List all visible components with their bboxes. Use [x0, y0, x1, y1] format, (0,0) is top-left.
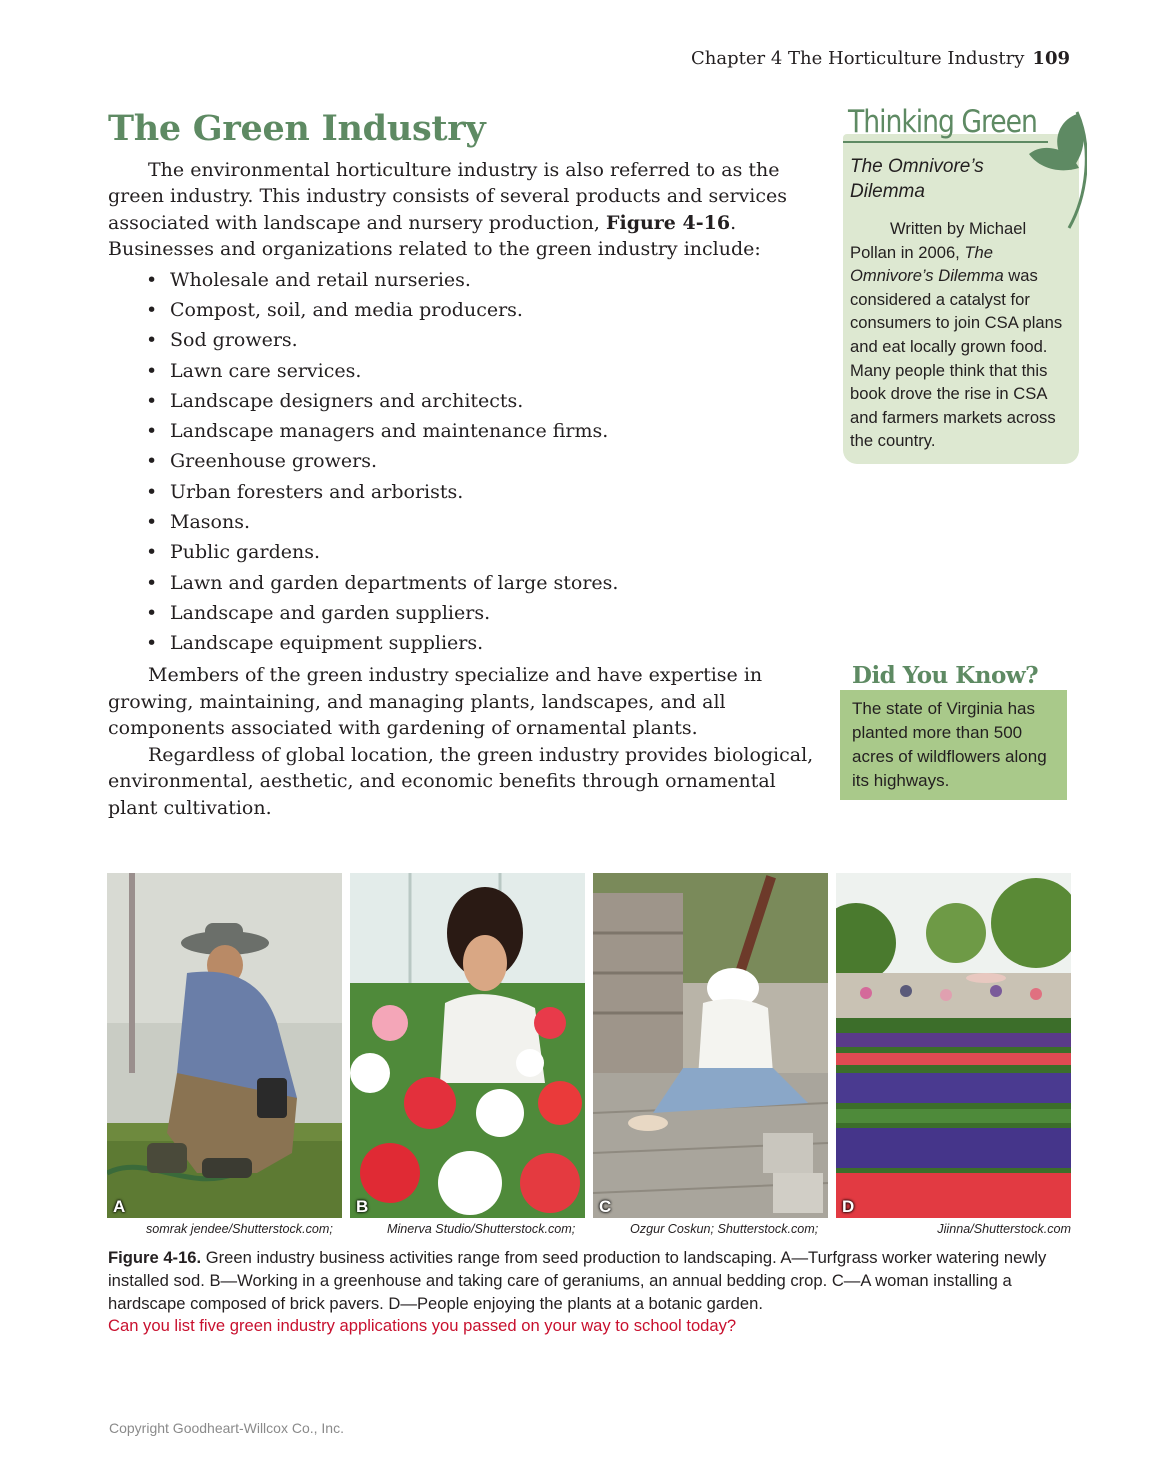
paragraph-benefits: Regardless of global location, the green industry provides biological, environmental, aesthetic, and economic benefits through ornamental plant cultivation.: [108, 743, 814, 819]
did-you-know-text: The state of Virginia has planted more than 500 acres of wildflowers along its highways.: [852, 699, 1047, 790]
list-item: • Lawn and garden departments of large stores.: [146, 568, 820, 598]
leaf-icon: [1025, 108, 1087, 232]
did-you-know-box: [840, 690, 1067, 800]
list-item: • Landscape designers and architects.: [146, 386, 820, 416]
intro-text-end: . Businesses and organizations related to the green industry include:: [108, 211, 761, 261]
list-item: • Lawn care services.: [146, 356, 820, 386]
main-column: [108, 102, 820, 821]
section-title: The Green Industry: [108, 108, 486, 149]
thinking-green-title: Thinking Green: [848, 104, 1037, 140]
intro-paragraph: [108, 157, 820, 263]
body-text: [108, 157, 820, 821]
list-item: • Masons.: [146, 507, 820, 537]
did-you-know-title: Did You Know?: [852, 662, 1039, 689]
page-number: 109: [1032, 48, 1070, 69]
tg-body-text-end: was considered a catalyst for consumers to join CSA plans and eat locally grown food. Many people think that this book drove the rise in CSA and farmers markets across the country.: [850, 266, 1063, 451]
caption-question: Can you list five green industry applications you passed on your way to school today?: [108, 1316, 737, 1336]
list-item: • Urban foresters and arborists.: [146, 477, 820, 507]
photo-letter: B: [356, 1197, 369, 1216]
photo-credit-d: Jiinna/Shutterstock.com: [937, 1222, 1071, 1236]
list-item: • Landscape and garden suppliers.: [146, 598, 820, 628]
photo-letter: A: [113, 1197, 126, 1216]
copyright-footer: Copyright Goodheart-Willcox Co., Inc.: [109, 1420, 344, 1436]
photo-a-turfgrass-worker: [107, 873, 342, 1218]
list-item: • Compost, soil, and media producers.: [146, 295, 820, 325]
list-item: • Sod growers.: [146, 325, 820, 355]
photo-letter: C: [599, 1197, 612, 1216]
book-title: The Omnivore’s Dilemma: [850, 242, 1004, 286]
photo-credit-c: Ozgur Coskun; Shutterstock.com;: [630, 1222, 819, 1236]
business-list: [108, 265, 820, 659]
figure-label: Figure 4-16.: [108, 1248, 202, 1267]
list-item: • Greenhouse growers.: [146, 446, 820, 476]
list-item: • Public gardens.: [146, 537, 820, 567]
paragraph-expertise: Members of the green industry specialize and have expertise in growing, maintaining, and managing plants, landscapes, and all components associated with gardening of ornamental plants.: [108, 664, 763, 740]
tg-body-text: Written by Michael Pollan in 2006,: [850, 219, 1027, 262]
list-item: • Landscape equipment suppliers.: [146, 628, 820, 658]
list-item: • Landscape managers and maintenance firms.: [146, 416, 820, 446]
caption-text: Green industry business activities range from seed production to landscaping. A—Turfgrass worker watering newly installed sod. B—Working in a greenhouse and taking care of geraniums, an annual bedding crop. C—A woman installing a hardscape composed of brick pavers. D—People enjoying the plants at a botanic garden.: [108, 1248, 1047, 1313]
thinking-green-subtitle: The Omnivore’s Dilemma: [850, 156, 984, 202]
list-item: • Wholesale and retail nurseries.: [146, 265, 820, 295]
chapter-title: Chapter 4 The Horticulture Industry: [691, 48, 1025, 69]
photo-credit-b: Minerva Studio/Shutterstock.com;: [387, 1222, 576, 1236]
figure-reference: Figure 4-16: [605, 211, 731, 234]
photo-d-botanic-garden: [836, 873, 1071, 1218]
photo-letter: D: [842, 1197, 855, 1216]
running-header: [691, 48, 1070, 69]
photo-b-greenhouse: [350, 873, 585, 1218]
thinking-green-underline: [843, 141, 1048, 143]
photo-c-hardscape: [593, 873, 828, 1218]
intro-text: The environmental horticulture industry is also referred to as the green industry. This industry consists of several products and services associated with landscape and nursery production,: [108, 159, 787, 234]
figure-caption: [108, 1247, 1068, 1338]
thinking-green-body: [850, 217, 1074, 453]
photo-credit-a: somrak jendee/Shutterstock.com;: [146, 1222, 333, 1236]
